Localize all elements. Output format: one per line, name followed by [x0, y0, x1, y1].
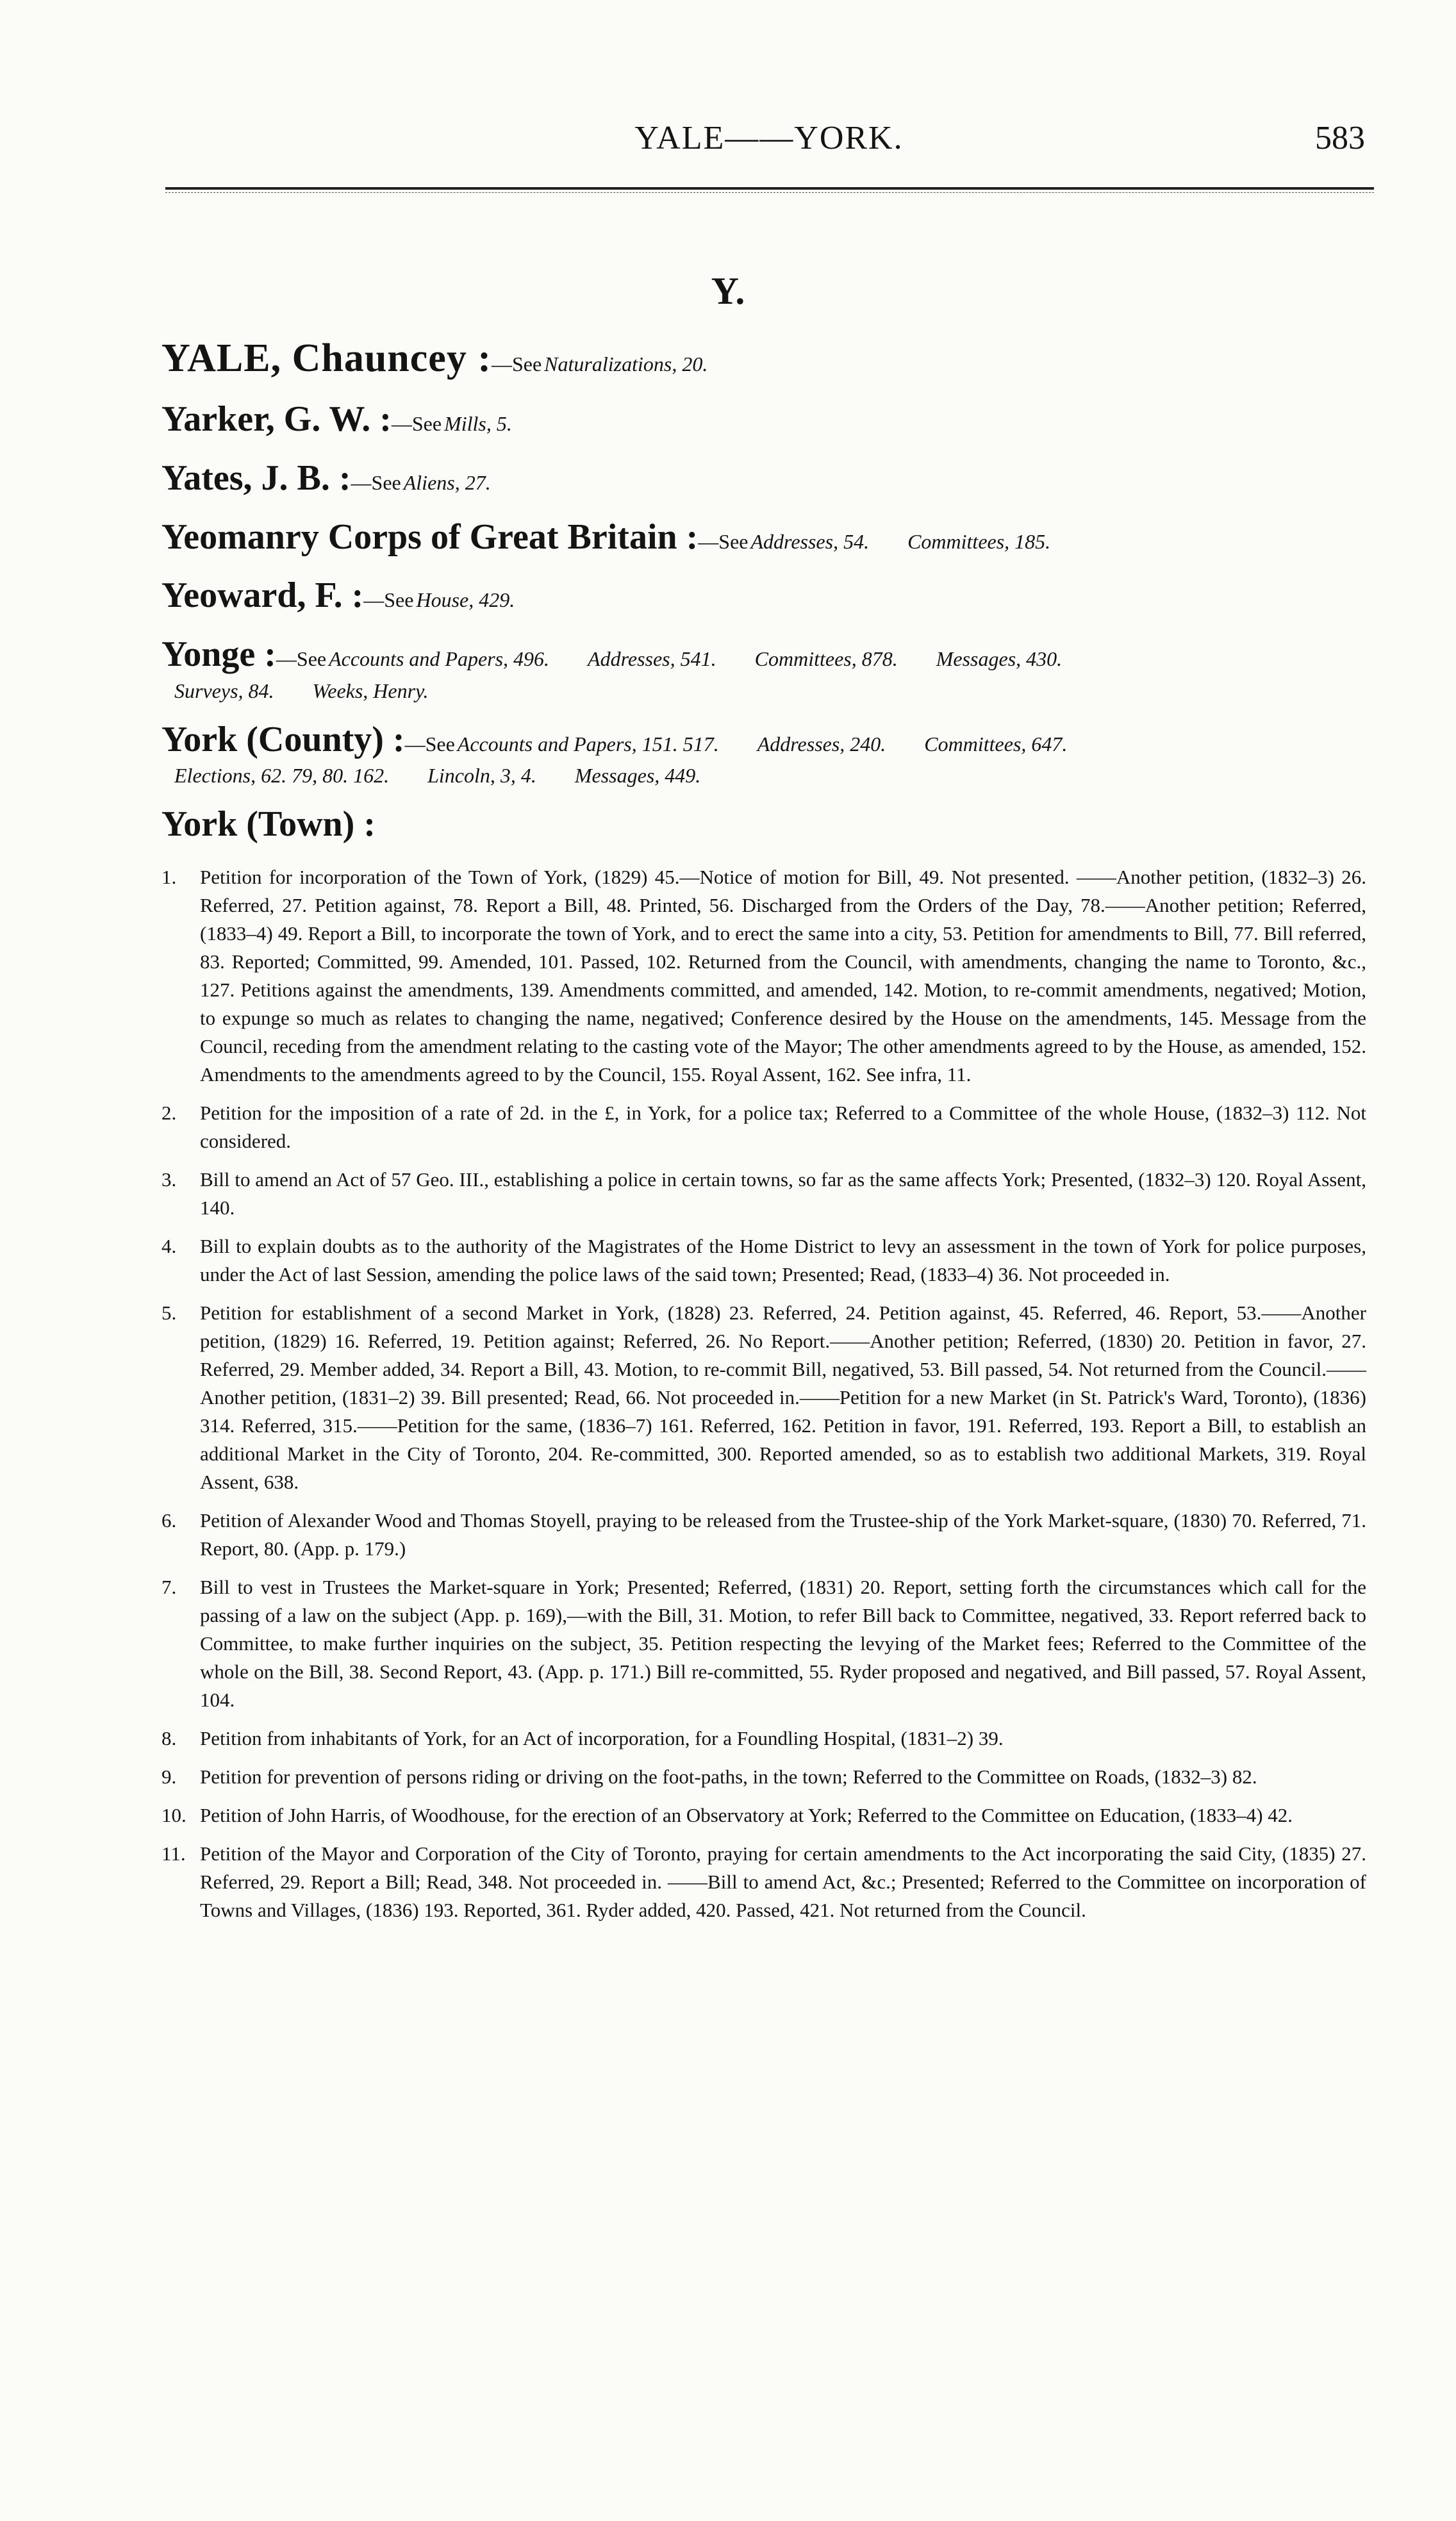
entry-name: Yonge : [161, 634, 276, 675]
item-text: Petition of Alexander Wood and Thomas Stoyell, praying to be released from the Trustee-ship of the York Market-square, (1830) 70. Referred, 71. Report, 80. (App. p. 179.) [200, 1508, 1366, 1560]
entry-ref: Lincoln, 3, 4. [427, 764, 536, 788]
item-number: 4. [161, 1234, 177, 1257]
entry-name: York (County) : [161, 719, 405, 759]
entry-ref: Committees, 878. [754, 647, 898, 671]
entry-ref: Accounts and Papers, 151. 517. [457, 732, 719, 756]
entry-ref: Naturalizations, 20. [544, 352, 708, 376]
item-number: 8. [161, 1726, 177, 1749]
see-label: —See [404, 732, 455, 756]
entry-name: Yeoward, F. : [161, 575, 364, 616]
item-number: 5. [161, 1301, 177, 1324]
entry-name: Yates, J. B. : [161, 458, 351, 499]
entry-ref: House, 429. [416, 588, 515, 612]
item-text: Petition for prevention of persons riding or driving on the foot-paths, in the town; Referred to the Committee on Roads, (1832–3) 82. [200, 1765, 1257, 1788]
see-label: —See [276, 647, 327, 671]
section-letter: Y. [711, 270, 745, 312]
index-entry [161, 515, 1366, 561]
item-number: 10. [161, 1803, 186, 1826]
entry-name: Yarker, G. W. : [161, 399, 392, 440]
see-label: —See [491, 352, 542, 376]
item-number: 1. [161, 865, 177, 888]
item-number: 9. [161, 1765, 177, 1788]
entry-ref: Accounts and Papers, 496. [329, 647, 550, 671]
item-text: Petition of the Mayor and Corporation of the City of Toronto, praying for certain amendments to the Act incorporating the said City, (1835) 27. Referred, 29. Report a Bill; Read, 348. Not proceeded in. ——Bill to amend Act, &c.; Presented; Referred to the Committee on incorporation of Towns and Villages, (1836) 193. Reported, 361. Ryder added, 420. Passed, 421. Not returned from the Council. [200, 1842, 1366, 1921]
list-item [161, 1099, 1366, 1155]
see-label: —See [391, 412, 442, 436]
entry-ref: Addresses, 54. [750, 529, 870, 553]
index-entry [161, 333, 1366, 384]
entry-name: York (Town) : [161, 804, 376, 845]
list-item [161, 1724, 1366, 1753]
entry-ref: Messages, 430. [936, 647, 1063, 671]
index-entry [161, 632, 1366, 704]
list-item [161, 1232, 1366, 1289]
page-number: 583 [1315, 120, 1365, 156]
entry-ref: Messages, 449. [574, 764, 701, 788]
see-label: —See [698, 529, 749, 553]
index-entry [161, 717, 1366, 789]
item-text: Petition for incorporation of the Town of York, (1829) 45.—Notice of motion for Bill, 49. Not presented. ——Another petition, (1832–3) 26. Referred, 27. Petition against, 78. Report a Bill, 48. Printed, 56. Discharged from the Orders of the Day, 78.——Another petition; Referred, (1833–4) 49. Report a Bill, to incorporate the town of York, and to erect the same into a city, 53. Petition for amendments to Bill, 77. Bill referred, 83. Reported; Committed, 99. Amended, 101. Passed, 102. Returned from the Council, with amendments, changing the name to Toronto, &c., 127. Petitions against the amendments, 139. Amendments committed, and amended, 142. Motion, to re-commit amendments, negatived; Motion, to expunge so much as relates to changing the name, negatived; Conference desired by the House on the amendments, 145. Message from the Council, receding from the amendment relating to the casting vote of the Mayor; The other amendments agreed to by the House, as amended, 152. Amendments to the amendments agreed to by the Council, 155. Royal Assent, 162. See infra, 11. [200, 865, 1366, 1086]
index-entry [161, 802, 1366, 848]
index-entry [161, 397, 1366, 443]
list-item [161, 863, 1366, 1089]
list-item [161, 1840, 1366, 1924]
see-label: —See [363, 588, 414, 612]
list-item [161, 1166, 1366, 1222]
entry-ref: Addresses, 240. [757, 732, 886, 756]
index-entry [161, 573, 1366, 619]
item-number: 7. [161, 1575, 177, 1598]
item-text: Bill to explain doubts as to the authority of the Magistrates of the Home District to levy an assessment in the town of York for police purposes, under the Act of last Session, amending the police laws of the said town; Presented; Read, (1833–4) 36. Not proceeded in. [200, 1234, 1366, 1285]
header-rule-dotted [165, 192, 1374, 193]
running-title: YALE——YORK. [634, 120, 904, 156]
item-number: 6. [161, 1508, 177, 1532]
list-item [161, 1573, 1366, 1714]
item-text: Bill to amend an Act of 57 Geo. III., establishing a police in certain towns, so far as the same affects York; Presented, (1832–3) 120. Royal Assent, 140. [200, 1168, 1366, 1219]
entry-ref: Committees, 647. [924, 732, 1068, 756]
item-number: 11. [161, 1842, 186, 1865]
entry-ref: Elections, 62. 79, 80. 162. [174, 764, 390, 788]
entry-ref: Mills, 5. [444, 412, 512, 436]
item-number: 3. [161, 1168, 177, 1191]
entry-ref: Surveys, 84. [174, 679, 274, 702]
numbered-list [161, 863, 1366, 1924]
see-label: —See [351, 471, 401, 495]
item-number: 2. [161, 1101, 177, 1124]
list-item [161, 1507, 1366, 1563]
entry-ref: Aliens, 27. [403, 471, 491, 495]
item-text: Petition for the imposition of a rate of 2d. in the £, in York, for a police tax; Referred to a Committee of the whole House, (1832–3) 112. Not considered. [200, 1101, 1366, 1152]
list-item [161, 1763, 1366, 1791]
entry-ref: Committees, 185. [907, 529, 1051, 553]
entry-ref: Addresses, 541. [588, 647, 716, 671]
item-text: Petition of John Harris, of Woodhouse, for the erection of an Observatory at York; Referred to the Committee on Education, (1833–4) 42. [200, 1803, 1293, 1826]
entry-ref: Weeks, Henry. [312, 679, 429, 702]
running-head [173, 114, 1365, 165]
header-rule [165, 187, 1374, 190]
index-entry [161, 456, 1366, 502]
entry-name: YALE, Chauncey : [161, 336, 492, 380]
list-item [161, 1801, 1366, 1830]
item-text: Petition from inhabitants of York, for an Act of incorporation, for a Foundling Hospital, (1831–2) 39. [200, 1726, 1004, 1749]
item-text: Petition for establishment of a second Market in York, (1828) 23. Referred, 24. Petition against, 45. Referred, 46. Report, 53.——Another petition, (1829) 16. Referred, 19. Petition against; Referred, 26. No Report.——Another petition; Referred, (1830) 20. Petition in favor, 27. Referred, 29. Member added, 34. Report a Bill, 43. Motion, to re-commit Bill, negatived, 53. Bill passed, 54. Not returned from the Council.——Another petition, (1831–2) 39. Bill presented; Read, 66. Not proceeded in.——Petition for a new Market (in St. Patrick's Ward, Toronto), (1836) 314. Referred, 315.——Petition for the same, (1836–7) 161. Referred, 162. Petition in favor, 191. Referred, 193. Report a Bill, to establish an additional Market in the City of Toronto, 204. Re-committed, 300. Reported amended, so as to establish two additional Markets, 319. Royal Assent, 638. [200, 1301, 1366, 1493]
index-entries [161, 333, 1366, 1935]
list-item [161, 1299, 1366, 1496]
entry-name: Yeomanry Corps of Great Britain : [161, 517, 699, 557]
item-text: Bill to vest in Trustees the Market-square in York; Presented; Referred, (1831) 20. Report, setting forth the circumstances which call for the passing of a law on the subject (App. p. 169),—with the Bill, 31. Motion, to refer Bill back to Committee, negatived, 33. Report referred back to Committee, to make further inquiries on the subject, 35. Petition respecting the levying of the Market fees; Referred to the Committee of the whole on the Bill, 38. Second Report, 43. (App. p. 171.) Bill re-committed, 55. Ryder proposed and negatived, and Bill passed, 57. Royal Assent, 104. [200, 1575, 1366, 1711]
